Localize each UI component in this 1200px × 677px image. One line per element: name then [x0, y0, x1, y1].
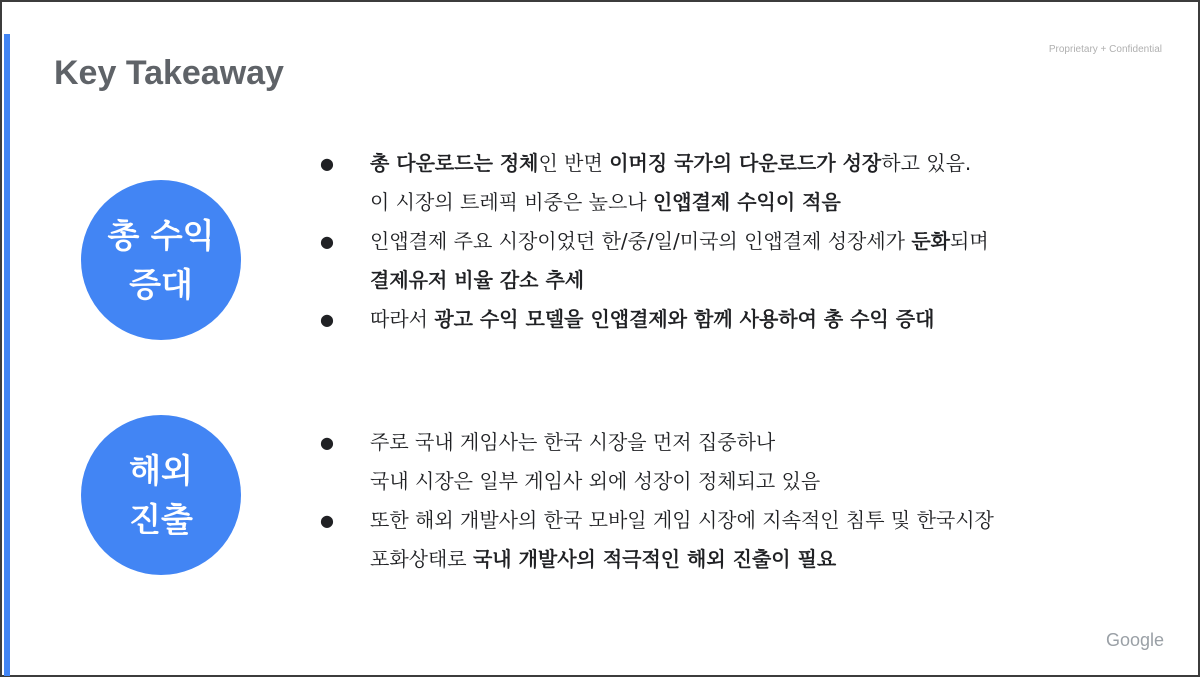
bullet-text: [370, 144, 971, 222]
text-segment: 인앱결제 주요 시장이었던 한/중/일/미국의 인앱결제 성장세가: [370, 229, 912, 253]
bullet-dot-icon: ●: [320, 310, 334, 329]
bullet-dot-icon: ●: [320, 154, 334, 173]
text-segment: 되며: [950, 229, 989, 253]
bullet-line: [370, 501, 994, 540]
bullet-line: [370, 423, 820, 462]
bullet-item: [320, 300, 989, 339]
bullet-line: [370, 300, 934, 339]
bullet-line: [370, 540, 994, 579]
circle-label-line: 증대: [129, 265, 193, 304]
text-segment: 인 반면: [538, 151, 610, 175]
slide-title: Key Takeaway: [54, 54, 284, 92]
overseas-expansion-circle: [81, 415, 241, 575]
bullet-line: [370, 462, 820, 501]
overseas-expansion-bullets: [320, 423, 994, 579]
revenue-growth-circle: [81, 180, 241, 340]
bullet-text: [370, 222, 989, 300]
bold-text: 광고 수익 모델을 인앱결제와 함께 사용하여 총 수익 증대: [434, 307, 935, 331]
bullet-item: [320, 423, 994, 501]
bullet-dot-icon: ●: [320, 511, 334, 530]
bullet-item: [320, 144, 989, 222]
text-segment: 포화상태로: [370, 547, 473, 571]
text-segment: 따라서: [370, 307, 435, 331]
bullet-line: [370, 261, 989, 300]
bullet-line: [370, 222, 989, 261]
text-segment: 주로 국내 게임사는 한국 시장을 먼저 집중하나: [370, 430, 776, 454]
confidential-label: Proprietary + Confidential: [1048, 44, 1162, 55]
bullet-dot-icon: ●: [320, 433, 334, 452]
circle-label-line: 총 수익: [107, 216, 215, 255]
bold-text: 이머징 국가의 다운로드가 성장: [609, 151, 882, 175]
revenue-growth-bullets: [320, 144, 989, 339]
bullet-text: [370, 501, 994, 579]
text-segment: 이 시장의 트레픽 비중은 높으나: [370, 190, 653, 214]
bullet-text: [370, 300, 934, 339]
bold-text: 결제유저 비율 감소 추세: [370, 268, 585, 292]
text-segment: 국내 시장은 일부 게임사 외에 성장이 정체되고 있음: [370, 469, 821, 493]
bullet-text: [370, 423, 820, 501]
bold-text: 총 다운로드는 정체: [370, 151, 539, 175]
bullet-item: [320, 222, 989, 300]
circle-label-line: 진출: [129, 500, 193, 539]
bold-text: 국내 개발사의 적극적인 해외 진출이 필요: [472, 547, 837, 571]
bullet-item: [320, 501, 994, 579]
bold-text: 둔화: [911, 229, 950, 253]
circle-label-line: 해외: [129, 451, 193, 490]
google-logo: Google: [1105, 630, 1164, 650]
bullet-line: [370, 183, 971, 222]
text-segment: 또한 해외 개발사의 한국 모바일 게임 시장에 지속적인 침투 및 한국시장: [370, 508, 994, 532]
accent-bar: [4, 34, 10, 676]
text-segment: 하고 있음.: [881, 151, 972, 175]
bullet-dot-icon: ●: [320, 232, 334, 251]
bullet-line: [370, 144, 971, 183]
bold-text: 인앱결제 수익이 적음: [652, 190, 841, 214]
